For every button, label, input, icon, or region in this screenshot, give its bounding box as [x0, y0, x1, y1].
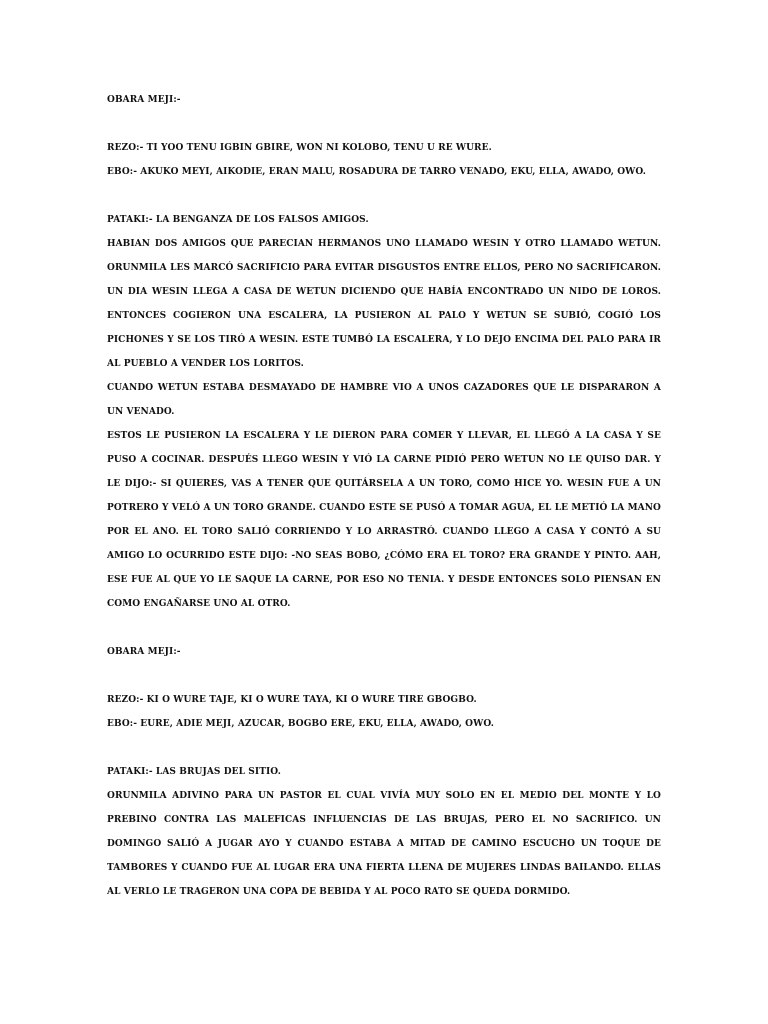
spacer — [107, 664, 661, 688]
rezo-line: REZO:- KI O WURE TAJE, KI O WURE TAYA, KI O WURE TIRE GBOGBO. — [107, 695, 477, 705]
ebo-line: EBO:- EURE, ADIE MEJI, AZUCAR, BOGBO ERE, EKU, ELLA, AWADO, OWO. — [107, 719, 494, 729]
rezo-line: REZO:- TI YOO TENU IGBIN GBIRE, WON NI KOLOBO, TENU U RE WURE. — [107, 143, 492, 153]
section-heading: OBARA MEJI:- — [107, 647, 181, 657]
story-paragraph: CUANDO WETUN ESTABA DESMAYADO DE HAMBRE VIO A UNOS CAZADORES QUE LE DISPARARON A UN VENADO. — [107, 383, 661, 417]
document-page — [107, 88, 661, 904]
story-paragraph: HABIAN DOS AMIGOS QUE PARECIAN HERMANOS UNO LLAMADO WESIN Y OTRO LLAMADO WETUN. ORUNMILA LES MARCÓ SACRIFICIO PARA EVITAR DISGUSTOS ENTRE ELLOS, PERO NO SACRIFICARON. UN DIA WESIN LLEGA A CASA DE WETUN DICIENDO QUE HABÍA ENCONTRADO UN NIDO DE LOROS. ENTONCES COGIERON UNA ESCALERA, LA PUSIERON AL PALO Y WETUN SE SUBIÓ, COGIÓ LOS PICHONES Y SE LOS TIRÓ A WESIN. ESTE TUMBÓ LA ESCALERA, Y LO DEJO ENCIMA DEL PALO PARA IR AL PUEBLO A VENDER LOS LORITOS. — [107, 239, 661, 369]
spacer — [107, 736, 661, 760]
spacer — [107, 112, 661, 136]
story-paragraph: ORUNMILA ADIVINO PARA UN PASTOR EL CUAL VIVÍA MUY SOLO EN EL MEDIO DEL MONTE Y LO PREBINO CONTRA LAS MALEFICAS INFLUENCIAS DE LAS BRUJAS, PERO EL NO SACRIFICO. UN DOMINGO SALIÓ A JUGAR AYO Y CUANDO ESTABA A MITAD DE CAMINO ESCUCHO UN TOQUE DE TAMBORES Y CUANDO FUE AL LUGAR ERA UNA FIERTA LLENA DE MUJERES LINDAS BAILANDO. ELLAS AL VERLO LE TRAGERON UNA COPA DE BEBIDA Y AL POCO RATO SE QUEDA DORMIDO. — [107, 791, 661, 897]
pataki-title: PATAKI:- LAS BRUJAS DEL SITIO. — [107, 767, 281, 777]
story-paragraph: ESTOS LE PUSIERON LA ESCALERA Y LE DIERON PARA COMER Y LLEVAR, EL LLEGÓ A LA CASA Y SE PUSO A COCINAR. DESPUÉS LLEGO WESIN Y VIÓ LA CARNE PIDIÓ PERO WETUN NO LE QUISO DAR. Y LE DIJO:- SI QUIERES, VAS A TENER QUE QUITÁRSELA A UN TORO, COMO HICE YO. WESIN FUE A UN POTRERO Y VELÓ A UN TORO GRANDE. CUANDO ESTE SE PUSÓ A TOMAR AGUA, EL LE METIÓ LA MANO POR EL ANO. EL TORO SALIÓ CORRIENDO Y LO ARRASTRÓ. CUANDO LLEGO A CASA Y CONTÓ A SU AMIGO LO OCURRIDO ESTE DIJO: -NO SEAS BOBO, ¿CÓMO ERA EL TORO? ERA GRANDE Y PINTO. AAH, ESE FUE AL QUE YO LE SAQUE LA CARNE, POR ESO NO TENIA. Y DESDE ENTONCES SOLO PIENSAN EN COMO ENGAÑARSE UNO AL OTRO. — [107, 431, 661, 609]
pataki-title: PATAKI:- LA BENGANZA DE LOS FALSOS AMIGOS. — [107, 215, 369, 225]
spacer — [107, 184, 661, 208]
ebo-line: EBO:- AKUKO MEYI, AIKODIE, ERAN MALU, ROSADURA DE TARRO VENADO, EKU, ELLA, AWADO, OWO. — [107, 167, 647, 177]
section-heading: OBARA MEJI:- — [107, 95, 181, 105]
spacer — [107, 616, 661, 640]
